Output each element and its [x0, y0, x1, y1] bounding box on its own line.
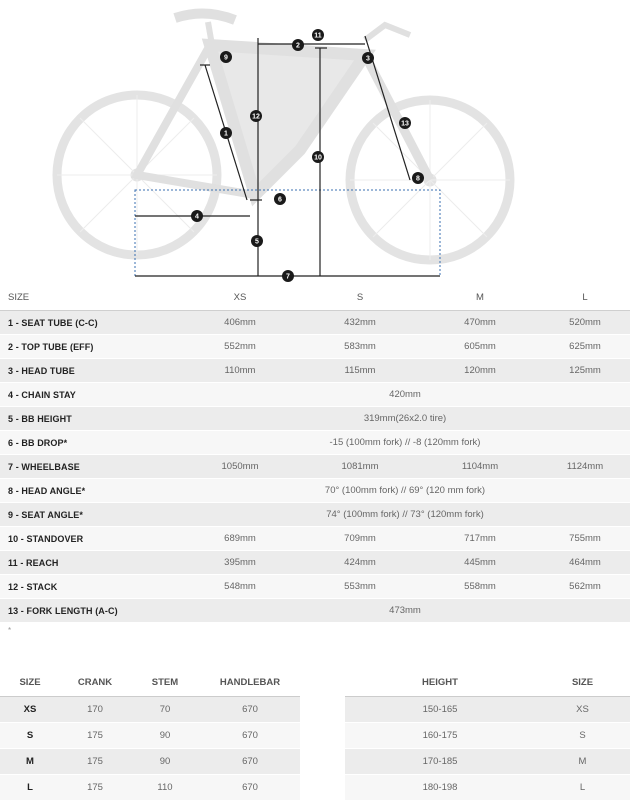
geometry-value: 1081mm [300, 455, 420, 479]
comp-header-handlebar: HANDLEBAR [200, 668, 300, 697]
geometry-row-label: 5 - BB HEIGHT [0, 407, 180, 431]
geometry-table [0, 284, 630, 623]
geometry-row-label: 6 - BB DROP* [0, 431, 180, 455]
svg-text:5: 5 [255, 238, 259, 246]
geometry-row [0, 599, 630, 623]
comp-value-cell: 110 [130, 775, 200, 801]
svg-text:11: 11 [314, 32, 322, 40]
geometry-row-label: 7 - WHEELBASE [0, 455, 180, 479]
geometry-value: 464mm [540, 551, 630, 575]
geometry-value: 558mm [420, 575, 540, 599]
geometry-value: 709mm [300, 527, 420, 551]
svg-text:3: 3 [366, 55, 370, 63]
geometry-value: 1124mm [540, 455, 630, 479]
rider-header-row [345, 668, 630, 697]
svg-text:4: 4 [195, 213, 199, 221]
components-row [0, 775, 300, 801]
size-xs-header: XS [180, 284, 300, 311]
geometry-value: 625mm [540, 335, 630, 359]
svg-text:13: 13 [401, 120, 409, 128]
comp-value-cell: 175 [60, 775, 130, 801]
geometry-row-label: 9 - SEAT ANGLE* [0, 503, 180, 527]
svg-text:7: 7 [286, 273, 290, 281]
callout-5 [251, 235, 263, 247]
geometry-value-all-sizes: 319mm(26x2.0 tire) [180, 407, 630, 431]
comp-size-cell: S [0, 723, 60, 749]
wheelbase-box [135, 190, 440, 276]
bike-geometry-diagram [0, 0, 630, 282]
geometry-row [0, 479, 630, 503]
geometry-value: 520mm [540, 311, 630, 335]
components-table [0, 668, 300, 801]
rider-size-cell: S [535, 723, 630, 749]
geometry-value-all-sizes: 70° (100mm fork) // 69° (120 mm fork) [180, 479, 630, 503]
callout-6 [274, 193, 286, 205]
callout-13 [399, 117, 411, 129]
geometry-row [0, 359, 630, 383]
geometry-row-label: 4 - CHAIN STAY [0, 383, 180, 407]
geometry-value: 548mm [180, 575, 300, 599]
callout-7 [282, 270, 294, 282]
comp-header-crank: CRANK [60, 668, 130, 697]
callout-10 [312, 151, 324, 163]
geometry-row-label: 10 - STANDOVER [0, 527, 180, 551]
svg-text:10: 10 [314, 154, 322, 162]
geometry-row-label: 2 - TOP TUBE (EFF) [0, 335, 180, 359]
geometry-value: 395mm [180, 551, 300, 575]
comp-value-cell: 90 [130, 749, 200, 775]
geometry-row [0, 455, 630, 479]
size-s-header: S [300, 284, 420, 311]
comp-value-cell: 670 [200, 697, 300, 723]
footnote: * [8, 626, 12, 635]
rider-row [345, 723, 630, 749]
components-header-row [0, 668, 300, 697]
geometry-row-label: 13 - FORK LENGTH (A-C) [0, 599, 180, 623]
rider-size-cell: XS [535, 697, 630, 723]
rider-height-table [345, 668, 630, 801]
callout-4 [191, 210, 203, 222]
components-row [0, 749, 300, 775]
geometry-value: 115mm [300, 359, 420, 383]
geometry-value: 406mm [180, 311, 300, 335]
geometry-value-all-sizes: -15 (100mm fork) // -8 (120mm fork) [180, 431, 630, 455]
rider-header-size: SIZE [535, 668, 630, 697]
comp-value-cell: 175 [60, 749, 130, 775]
rider-height-cell: 170-185 [345, 749, 535, 775]
geometry-value-all-sizes: 473mm [180, 599, 630, 623]
geometry-row-label: 12 - STACK [0, 575, 180, 599]
rider-height-cell: 180-198 [345, 775, 535, 801]
svg-text:12: 12 [252, 113, 260, 121]
comp-value-cell: 670 [200, 775, 300, 801]
geometry-value-all-sizes: 420mm [180, 383, 630, 407]
geometry-value: 125mm [540, 359, 630, 383]
rider-height-cell: 150-165 [345, 697, 535, 723]
geometry-row-label: 1 - SEAT TUBE (C-C) [0, 311, 180, 335]
svg-text:6: 6 [278, 196, 282, 204]
geometry-row-label: 8 - HEAD ANGLE* [0, 479, 180, 503]
comp-size-cell: L [0, 775, 60, 801]
comp-value-cell: 90 [130, 723, 200, 749]
geometry-value: 605mm [420, 335, 540, 359]
geometry-value: 689mm [180, 527, 300, 551]
geometry-value: 120mm [420, 359, 540, 383]
callout-8 [412, 172, 424, 184]
geometry-row [0, 407, 630, 431]
size-l-header: L [540, 284, 630, 311]
geometry-row [0, 575, 630, 599]
svg-text:1: 1 [224, 130, 228, 138]
components-row [0, 723, 300, 749]
comp-size-cell: XS [0, 697, 60, 723]
comp-value-cell: 175 [60, 723, 130, 749]
svg-text:2: 2 [296, 42, 300, 50]
geometry-value: 583mm [300, 335, 420, 359]
geometry-value-all-sizes: 74° (100mm fork) // 73° (120mm fork) [180, 503, 630, 527]
comp-size-cell: M [0, 749, 60, 775]
geometry-row-label: 3 - HEAD TUBE [0, 359, 180, 383]
callout-9 [220, 51, 232, 63]
callout-11 [312, 29, 324, 41]
geometry-value: 717mm [420, 527, 540, 551]
comp-value-cell: 70 [130, 697, 200, 723]
geometry-row [0, 383, 630, 407]
rider-row [345, 697, 630, 723]
svg-text:9: 9 [224, 54, 228, 62]
size-header: SIZE [0, 284, 180, 311]
geometry-value: 470mm [420, 311, 540, 335]
geometry-row [0, 551, 630, 575]
geometry-value: 445mm [420, 551, 540, 575]
geometry-value: 424mm [300, 551, 420, 575]
svg-text:8: 8 [416, 175, 420, 183]
geometry-value: 562mm [540, 575, 630, 599]
rider-height-cell: 160-175 [345, 723, 535, 749]
comp-value-cell: 170 [60, 697, 130, 723]
comp-value-cell: 670 [200, 749, 300, 775]
geometry-value: 432mm [300, 311, 420, 335]
rider-size-cell: M [535, 749, 630, 775]
geometry-row [0, 503, 630, 527]
comp-header-stem: STEM [130, 668, 200, 697]
geometry-row [0, 431, 630, 455]
rider-header-height: HEIGHT [345, 668, 535, 697]
geometry-value: 755mm [540, 527, 630, 551]
callout-1 [220, 127, 232, 139]
callout-2 [292, 39, 304, 51]
components-row [0, 697, 300, 723]
geometry-value: 553mm [300, 575, 420, 599]
geometry-value: 1104mm [420, 455, 540, 479]
comp-value-cell: 670 [200, 723, 300, 749]
callout-3 [362, 52, 374, 64]
rider-row [345, 749, 630, 775]
size-m-header: M [420, 284, 540, 311]
bike-silhouette [57, 13, 510, 260]
geometry-value: 110mm [180, 359, 300, 383]
rider-row [345, 775, 630, 801]
rider-size-cell: L [535, 775, 630, 801]
geometry-row [0, 527, 630, 551]
geometry-value: 552mm [180, 335, 300, 359]
geometry-row [0, 311, 630, 335]
geometry-header-row [0, 284, 630, 311]
geometry-row-label: 11 - REACH [0, 551, 180, 575]
geometry-value: 1050mm [180, 455, 300, 479]
geometry-row [0, 335, 630, 359]
comp-header-size: SIZE [0, 668, 60, 697]
callout-12 [250, 110, 262, 122]
